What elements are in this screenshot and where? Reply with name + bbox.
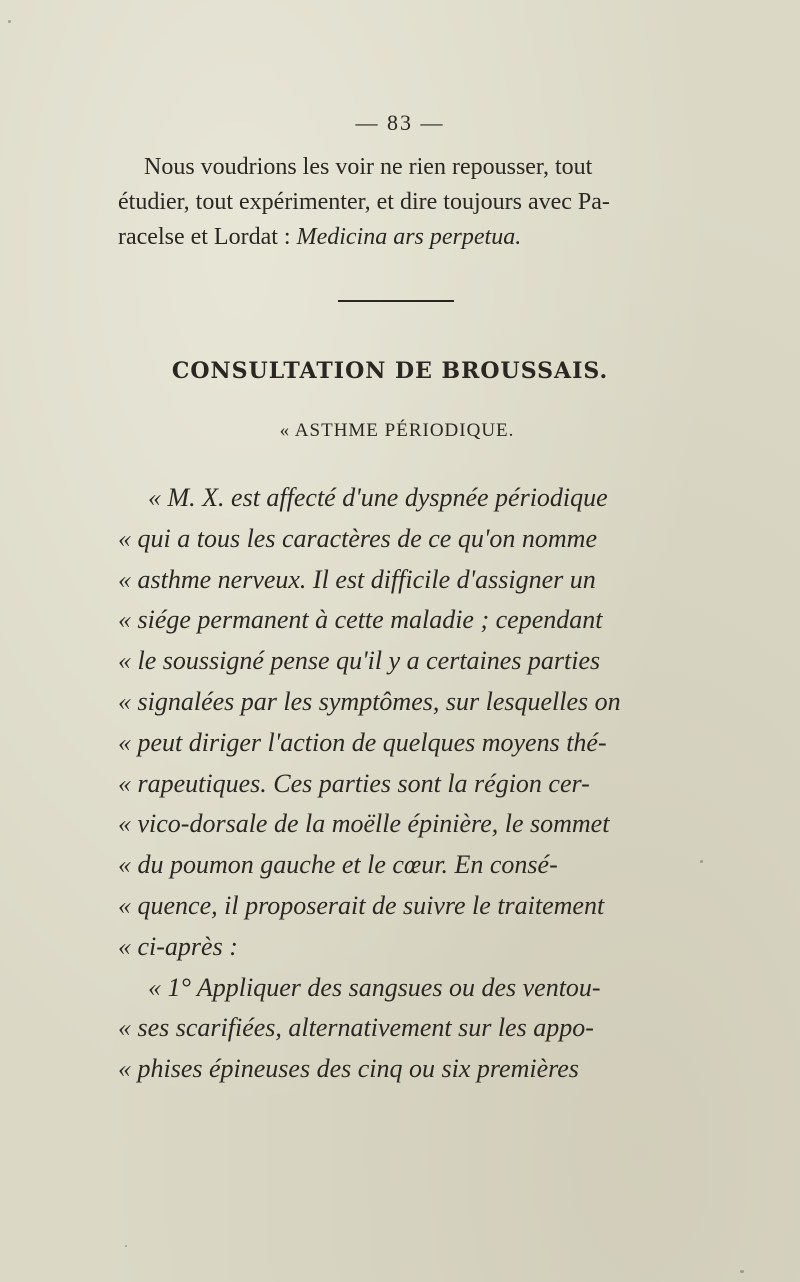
text-line: « M. X. est affecté d'une dyspnée périodique — [148, 483, 608, 512]
text-line: « du poumon gauche et le cœur. En consé- — [118, 850, 558, 880]
text-line: « vico-dorsale de la moëlle épinière, le sommet — [118, 809, 610, 839]
paper-speck — [700, 860, 703, 863]
paper-speck — [125, 1245, 127, 1247]
text-line: « le soussigné pense qu'il y a certaines parties — [118, 646, 601, 676]
page-number: — 83 — — [355, 110, 445, 135]
intro-line: étudier, tout expérimenter, et dire toujours avec Pa- — [118, 189, 610, 215]
section-divider — [338, 300, 454, 302]
paper-speck — [740, 1270, 744, 1273]
text-line: « asthme nerveux. Il est difficile d'assigner un — [118, 564, 596, 594]
latin-citation: Medicina ars perpetua. — [296, 224, 522, 250]
text-line: « ci-après : — [118, 931, 238, 961]
intro-line: Nous voudrions les voir ne rien repousser, tout — [144, 154, 593, 180]
intro-line-with-citation — [118, 220, 678, 255]
consultation-text — [118, 478, 678, 1090]
section-subheading: « ASTHME PÉRIODIQUE. — [279, 420, 515, 441]
text-line: « signalées par les symptômes, sur lesquelles on — [118, 686, 621, 716]
text-line: « qui a tous les caractères de ce qu'on nomme — [118, 523, 597, 553]
text-line: « phises épineuses des cinq ou six premières — [118, 1054, 579, 1084]
text-line: « peut diriger l'action de quelques moyens thé- — [118, 727, 607, 757]
text-line: « rapeutiques. Ces parties sont la région cer- — [118, 768, 590, 798]
section-heading: CONSULTATION DE BROUSSAIS. — [171, 358, 609, 384]
text-line: « siége permanent à cette maladie ; cependant — [118, 605, 603, 635]
text-line: « ses scarifiées, alternativement sur les appo- — [118, 1013, 594, 1043]
paper-speck — [8, 20, 11, 23]
intro-paragraph — [118, 150, 678, 255]
text-line: « 1° Appliquer des sangsues ou des ventou- — [148, 972, 601, 1002]
intro-line-text: racelse et Lordat : — [118, 224, 297, 250]
text-line: « quence, il proposerait de suivre le traitement — [118, 890, 605, 920]
